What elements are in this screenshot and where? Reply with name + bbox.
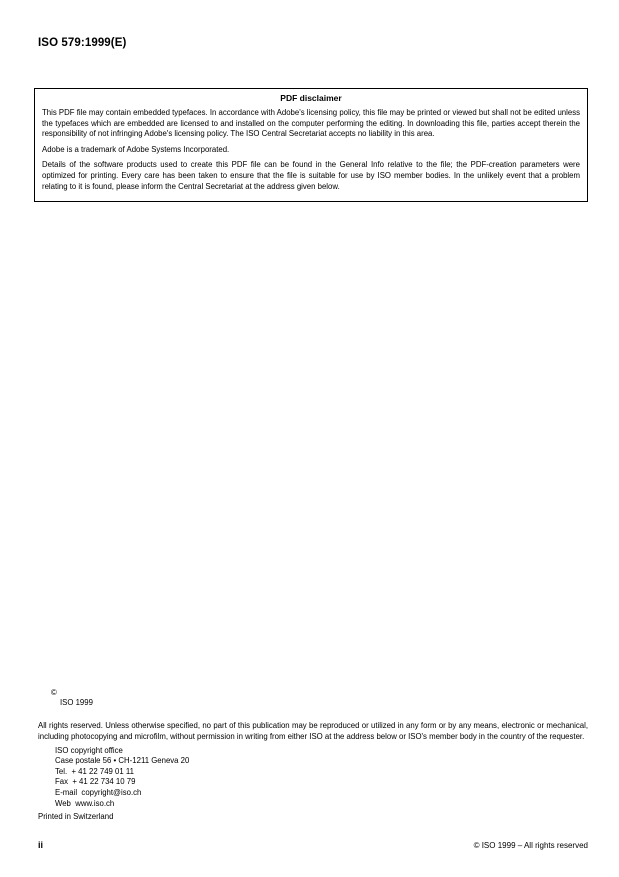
address-line-email: E-mail copyright@iso.ch (55, 787, 142, 797)
address-line-fax: Fax + 41 22 734 10 79 (55, 777, 136, 787)
copyright-section (38, 677, 591, 823)
disclaimer-paragraph-1: This PDF file may contain embedded typefaces. In accordance with Adobe's licensing policy, this file may be printed or viewed but shall not be edited unless the typefaces which are embedded are licensed to and installed on the computer performing the editing. In downloading this file, parties accept therein the responsibility of not infringing Adobe's licensing policy. The ISO Central Secretariat accepts no liability in this area. (42, 108, 583, 139)
copyright-year-line (38, 677, 588, 719)
disclaimer-paragraph-2: Adobe is a trademark of Adobe Systems Incorporated. (42, 144, 230, 154)
address-line-postal: Case postale 56 • CH-1211 Geneva 20 (55, 756, 190, 766)
page-number: ii (38, 840, 44, 850)
document-reference-header: ISO 579:1999(E) (38, 37, 127, 49)
pdf-disclaimer-box (34, 88, 588, 202)
printed-in-text: Printed in Switzerland (38, 812, 114, 822)
address-line-tel: Tel. + 41 22 749 01 11 (55, 766, 134, 776)
disclaimer-paragraph-3: Details of the software products used to create this PDF file can be found in the General Info relative to the file; the PDF-creation parameters were optimized for printing. Every care has been taken to ensure that the file is suitable for use by ISO member bodies. In the unlikely event that a problem relating to it is found, please inform the Central Secretariat at the address given below. (42, 160, 583, 191)
page-footer (38, 840, 588, 850)
address-line-office: ISO copyright office (55, 745, 123, 755)
copyright-symbol: © (51, 687, 57, 697)
disclaimer-title: PDF disclaimer (280, 93, 342, 103)
rights-reserved-text: All rights reserved. Unless otherwise specified, no part of this publication may be reproduced or utilized in any form or by any means, electronic or mechanical, including photocopying and microfilm, without permission in writing from either ISO at the address below or ISO's member body in the country of the requester. (38, 721, 591, 741)
copyright-year: ISO 1999 (60, 698, 93, 708)
footer-copyright-notice: © ISO 1999 – All rights reserved (473, 841, 588, 850)
iso-address-block (55, 746, 588, 810)
address-line-web: Web www.iso.ch (55, 798, 115, 808)
